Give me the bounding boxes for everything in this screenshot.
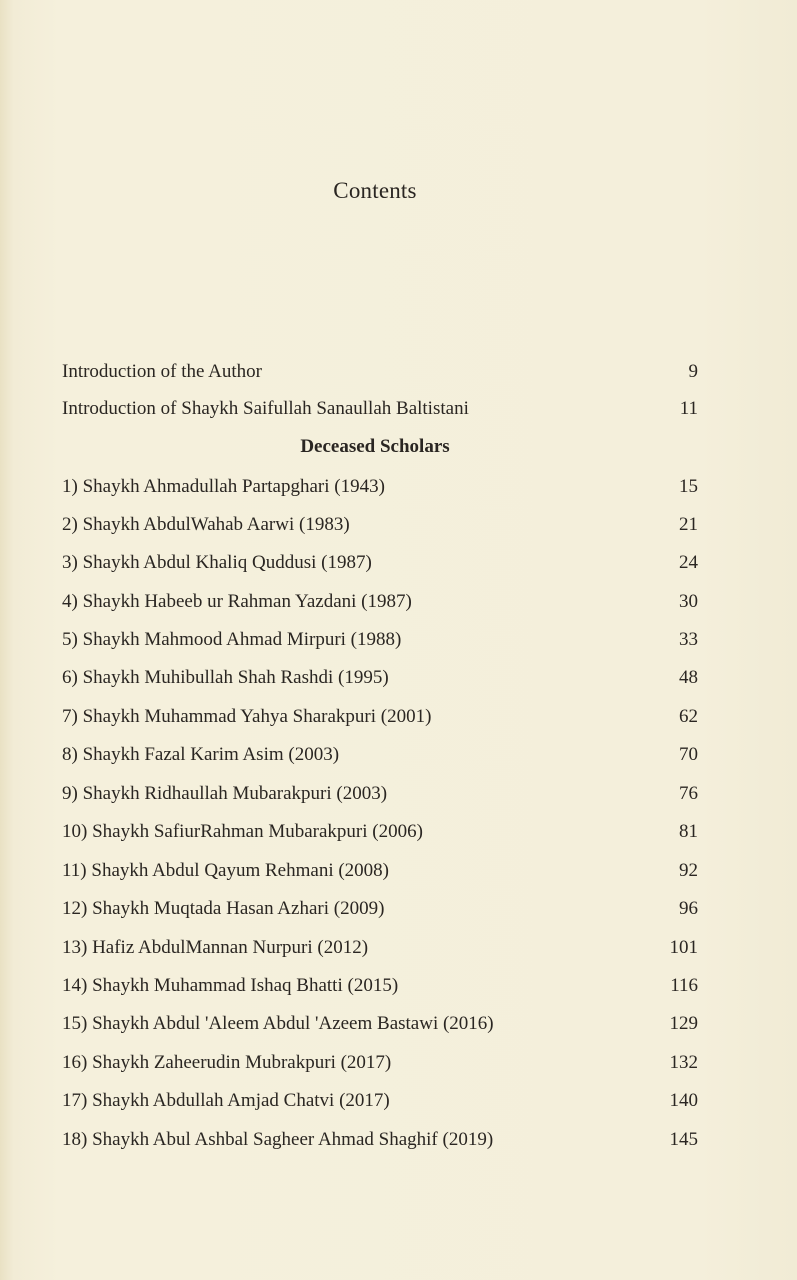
toc-entry [62,476,702,506]
toc-entry [62,1013,702,1043]
toc-entry-page: 116 [670,975,698,996]
toc-entry-page: 15 [679,476,698,497]
page-title: Contents [333,178,417,203]
toc-entry [62,1129,702,1159]
toc-entry [62,821,702,851]
toc-entry-page: 96 [679,898,698,919]
toc-entry-page: 33 [679,629,698,650]
toc-entry [62,591,702,621]
toc-entry-page: 145 [669,1129,698,1150]
toc-entry-label: Introduction of Shaykh Saifullah Sanaullah Baltistani [62,398,469,419]
toc-entry-page: 76 [679,783,698,804]
toc-entry [62,552,702,582]
toc-entry-page: 62 [679,706,698,727]
toc-entry-label: 6) Shaykh Muhibullah Shah Rashdi (1995) [62,667,389,688]
toc-entry-page: 129 [669,1013,698,1034]
toc-entry-label: 2) Shaykh AbdulWahab Aarwi (1983) [62,514,350,535]
toc-entry-page: 70 [679,744,698,765]
toc-entry-label: 5) Shaykh Mahmood Ahmad Mirpuri (1988) [62,629,402,650]
toc-entry-label: 4) Shaykh Habeeb ur Rahman Yazdani (1987) [62,591,412,612]
toc-entry-label: 1) Shaykh Ahmadullah Partapghari (1943) [62,476,385,497]
toc-entry [62,667,702,697]
toc-entry-label: 3) Shaykh Abdul Khaliq Quddusi (1987) [62,552,372,573]
section-heading: Deceased Scholars [300,436,450,457]
toc-entry-label: 7) Shaykh Muhammad Yahya Sharakpuri (2001) [62,706,432,727]
toc-entry-page: 132 [669,1052,698,1073]
toc-entry [62,975,702,1005]
toc-entry-label: 13) Hafiz AbdulMannan Nurpuri (2012) [62,937,369,958]
toc-entry-label: 18) Shaykh Abul Ashbal Sagheer Ahmad Shaghif (2019) [62,1129,494,1150]
toc-entry [62,706,702,736]
toc-entry-label: 9) Shaykh Ridhaullah Mubarakpuri (2003) [62,783,388,804]
toc-entry-page: 30 [679,591,698,612]
toc-entry-label: 8) Shaykh Fazal Karim Asim (2003) [62,744,340,765]
toc-entry-page: 92 [679,860,698,881]
toc-entry-label: 10) Shaykh SafiurRahman Mubarakpuri (2006) [62,821,423,842]
toc-entry-page: 101 [669,937,698,958]
toc-entry [62,1052,702,1082]
toc-entry [62,898,702,928]
toc-entry [62,361,702,391]
toc-entry [62,1090,702,1120]
toc-entry [62,744,702,774]
toc-entry-label: 15) Shaykh Abdul 'Aleem Abdul 'Azeem Bastawi (2016) [62,1013,494,1034]
toc-entry-label: 11) Shaykh Abdul Qayum Rehmani (2008) [62,860,390,881]
toc-entry [62,937,702,967]
toc-entry-page: 140 [669,1090,698,1111]
toc-entry-page: 11 [679,398,698,419]
toc-entry-page: 9 [688,361,698,382]
toc-entry-label: 17) Shaykh Abdullah Amjad Chatvi (2017) [62,1090,390,1111]
toc-entry-label: 14) Shaykh Muhammad Ishaq Bhatti (2015) [62,975,399,996]
toc-entry-page: 81 [679,821,698,842]
toc-entry-page: 21 [679,514,698,535]
toc-entry-page: 48 [679,667,698,688]
toc-entry [62,860,702,890]
toc-entry [62,629,702,659]
toc-entry-label: 16) Shaykh Zaheerudin Mubrakpuri (2017) [62,1052,392,1073]
toc-entry [62,783,702,813]
toc-entry-label: Introduction of the Author [62,361,262,382]
toc-entry [62,398,702,428]
toc-entry [62,514,702,544]
toc-entry-label: 12) Shaykh Muqtada Hasan Azhari (2009) [62,898,385,919]
toc-entry-page: 24 [679,552,698,573]
